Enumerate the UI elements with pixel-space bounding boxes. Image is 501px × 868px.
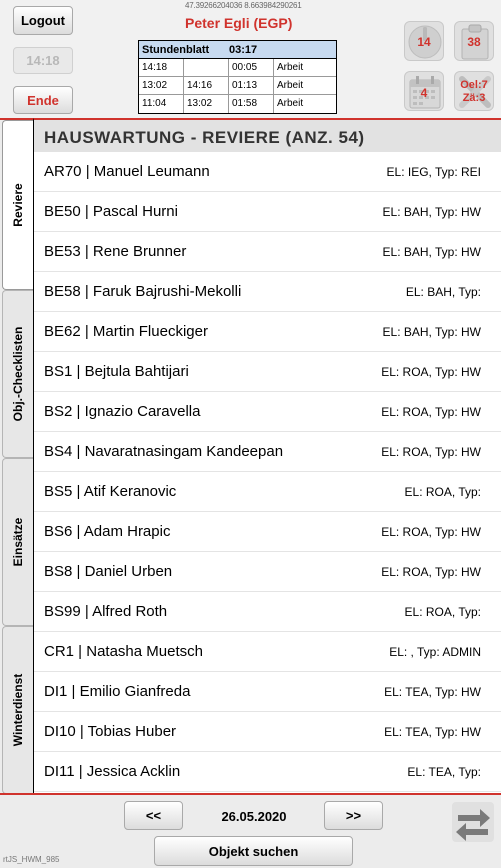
timesheet-duration: 01:58 <box>229 95 274 113</box>
current-date: 26.05.2020 <box>221 809 287 824</box>
list-item-meta: EL: TEA, Typ: HW <box>384 684 481 699</box>
side-tab-bar <box>0 118 33 793</box>
list-item-meta: EL: BAH, Typ: <box>405 284 481 299</box>
list-item-name: BS4 | Navaratnasingam Kandeepan <box>44 443 284 460</box>
user-name: Peter Egli (EGP) <box>185 15 293 31</box>
timesheet-from: 14:18 <box>139 59 184 77</box>
list-item[interactable] <box>34 392 501 432</box>
list-item-name: BE58 | Faruk Bajrushi-Mekolli <box>44 283 242 300</box>
timesheet-type: Arbeit <box>277 79 304 91</box>
list-item-meta: EL: TEA, Typ: HW <box>384 724 481 739</box>
swap-arrows-icon <box>452 802 494 842</box>
list-item-meta: EL: IEG, Typ: REI <box>386 164 481 179</box>
previous-day-button[interactable]: << <box>124 801 183 830</box>
meter-count: Zä:3 <box>462 92 486 104</box>
tools-tile[interactable] <box>454 71 494 111</box>
list-item[interactable] <box>34 432 501 472</box>
tab-einsaetze-label: Einsätze <box>11 517 25 567</box>
clipboard-tile[interactable] <box>454 21 494 61</box>
list-item-name: BS99 | Alfred Roth <box>44 603 168 620</box>
tab-reviere[interactable] <box>2 120 33 290</box>
list-item-meta: EL: ROA, Typ: HW <box>381 444 481 459</box>
tab-winterdienst[interactable] <box>2 626 33 794</box>
timesheet-row <box>139 59 336 77</box>
list-item-name: BS5 | Atif Keranovic <box>44 483 177 500</box>
list-item-meta: EL: ROA, Typ: HW <box>381 404 481 419</box>
tab-checklisten[interactable] <box>2 290 33 458</box>
list-item-name: DI10 | Tobias Huber <box>44 723 177 740</box>
timesheet-header <box>139 41 336 59</box>
list-item-name: BS2 | Ignazio Caravella <box>44 403 201 420</box>
list-item[interactable] <box>34 312 501 352</box>
timesheet-row <box>139 77 336 95</box>
list-item-name: BS8 | Daniel Urben <box>44 563 173 580</box>
list-item-name: DI11 | Jessica Acklin <box>44 763 181 780</box>
list-item[interactable] <box>34 152 501 192</box>
tab-winterdienst-label: Winterdienst <box>11 673 25 747</box>
list-item-name: BE53 | Rene Brunner <box>44 243 187 260</box>
search-object-button[interactable]: Objekt suchen <box>154 836 353 866</box>
list-item-name: DI1 | Emilio Gianfreda <box>44 683 191 700</box>
list-item[interactable] <box>34 232 501 272</box>
reviere-list-panel[interactable] <box>33 118 501 793</box>
list-item-meta: EL: ROA, Typ: <box>404 604 481 619</box>
next-day-button[interactable]: >> <box>324 801 383 830</box>
header <box>0 0 501 118</box>
timesheet-to: 13:02 <box>184 95 229 113</box>
tab-reviere-label: Reviere <box>11 183 25 227</box>
timesheet-row <box>139 95 336 113</box>
alerts-count: 14 <box>417 35 431 49</box>
timesheet-duration: 00:05 <box>229 59 274 77</box>
list-item-meta: EL: , Typ: ADMIN <box>389 644 481 659</box>
timesheet-total: 03:17 <box>229 43 258 56</box>
list-item-name: BE50 | Pascal Hurni <box>44 203 178 220</box>
timesheet-type: Arbeit <box>277 61 304 73</box>
logout-button[interactable]: Logout <box>13 6 73 35</box>
list-title: HAUSWARTUNG - REVIERE (ANZ. 54) <box>34 120 501 152</box>
alerts-tile[interactable] <box>404 21 444 61</box>
list-item[interactable] <box>34 192 501 232</box>
version-label: rtJS_HWM_985 <box>3 855 60 864</box>
list-item-meta: EL: ROA, Typ: <box>404 484 481 499</box>
list-item-meta: EL: ROA, Typ: HW <box>381 524 481 539</box>
list-item[interactable] <box>34 752 501 792</box>
list-item[interactable] <box>34 472 501 512</box>
list-item[interactable] <box>34 632 501 672</box>
end-button[interactable]: Ende <box>13 86 73 114</box>
list-item-meta: EL: BAH, Typ: HW <box>382 324 481 339</box>
list-item-name: BS1 | Bejtula Bahtijari <box>44 363 189 380</box>
tab-einsaetze[interactable] <box>2 458 33 626</box>
clipboard-count: 38 <box>467 35 481 49</box>
timesheet-to <box>184 59 229 77</box>
timesheet-title: Stundenblatt <box>142 43 210 56</box>
timesheet-duration: 01:13 <box>229 77 274 95</box>
list-item[interactable] <box>34 272 501 312</box>
list-item-name: CR1 | Natasha Muetsch <box>44 643 203 660</box>
timesheet-table[interactable] <box>138 40 337 114</box>
list-item-meta: EL: BAH, Typ: HW <box>382 244 481 259</box>
timesheet-to: 14:16 <box>184 77 229 95</box>
list-item[interactable] <box>34 352 501 392</box>
list-item-name: BS6 | Adam Hrapic <box>44 523 171 540</box>
timesheet-from: 11:04 <box>139 95 184 113</box>
footer <box>0 793 501 868</box>
calendar-count: 4 <box>420 86 428 100</box>
oil-count: Oel:7 <box>460 79 488 91</box>
list-item-meta: EL: ROA, Typ: HW <box>381 364 481 379</box>
list-item-meta: EL: ROA, Typ: HW <box>381 564 481 579</box>
timesheet-type: Arbeit <box>277 98 304 109</box>
list-item-meta: EL: TEA, Typ: <box>407 764 481 779</box>
list-item-name: AR70 | Manuel Leumann <box>44 163 210 180</box>
current-time-button: 14:18 <box>13 47 73 74</box>
reviere-list <box>34 152 501 792</box>
gps-coordinates: 47.39266204036 8.663984290261 <box>185 1 302 10</box>
timesheet-from: 13:02 <box>139 77 184 95</box>
list-item-name: BE62 | Martin Flueckiger <box>44 323 208 340</box>
list-item[interactable] <box>34 512 501 552</box>
list-item[interactable] <box>34 552 501 592</box>
switch-view-button[interactable] <box>452 802 494 842</box>
list-item[interactable] <box>34 672 501 712</box>
list-item[interactable] <box>34 592 501 632</box>
calendar-tile[interactable] <box>404 71 444 111</box>
list-item[interactable] <box>34 712 501 752</box>
list-item-meta: EL: BAH, Typ: HW <box>382 204 481 219</box>
tab-checklisten-label: Obj.-Checklisten <box>11 326 25 422</box>
